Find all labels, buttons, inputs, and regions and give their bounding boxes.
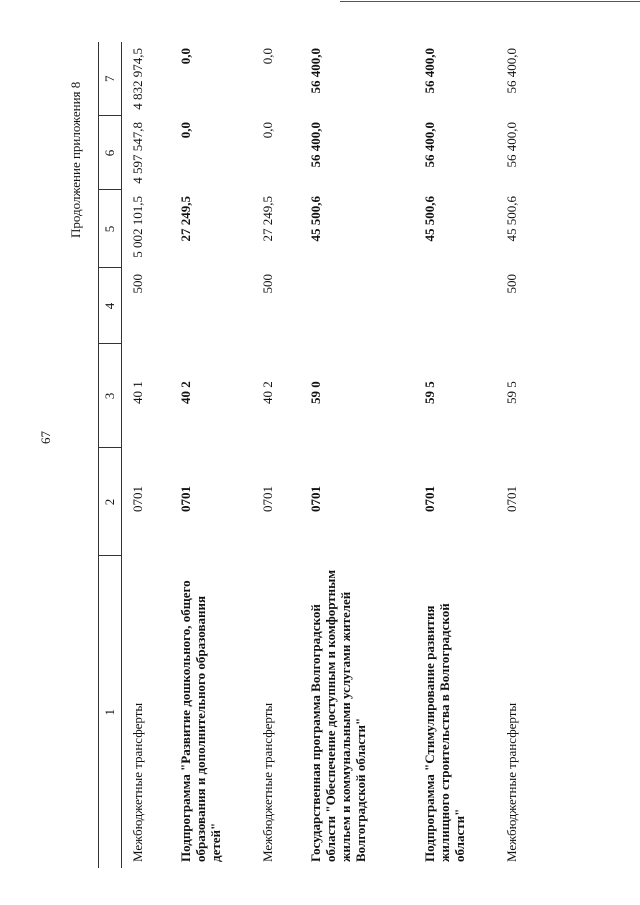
target-code: 59 5 <box>504 381 519 404</box>
expense-type: 500 <box>130 274 145 294</box>
expense-type <box>170 268 252 344</box>
target-code: 59 0 <box>308 381 323 404</box>
amount-col6: 56 400,0 <box>504 122 519 168</box>
amount-col5: 45 500,6 <box>308 196 323 242</box>
table-row <box>252 42 300 868</box>
header-row <box>99 42 122 868</box>
section-code: 0701 <box>504 486 519 512</box>
table-row <box>122 42 171 868</box>
column-header-6: 6 <box>99 116 122 190</box>
amount-col5: 45 500,6 <box>504 196 519 242</box>
amount-col7: 56 400,0 <box>504 48 519 94</box>
section-code: 0701 <box>178 486 193 512</box>
column-header-2: 2 <box>99 448 122 556</box>
appendix-caption: Продолжение приложения 8 <box>68 81 83 238</box>
table-row <box>300 42 414 868</box>
row-label: Подпрограмма "Стимулирование развития жилищного строительства в Волгоградской области" <box>422 603 467 862</box>
table-row <box>496 42 544 868</box>
column-header-3: 3 <box>99 344 122 448</box>
target-code: 59 5 <box>422 381 437 404</box>
page-number: 67 <box>38 431 53 444</box>
amount-col5: 27 249,5 <box>260 196 275 242</box>
amount-col6: 56 400,0 <box>422 122 437 168</box>
row-label: Межбюджетные трансферты <box>504 702 519 862</box>
amount-col6: 56 400,0 <box>308 122 323 168</box>
section-code: 0701 <box>130 486 145 512</box>
amount-col7: 0,0 <box>178 48 193 65</box>
target-code: 40 2 <box>260 381 275 404</box>
row-label: Межбюджетные трансферты <box>130 702 145 862</box>
amount-col7: 0,0 <box>260 48 275 65</box>
column-header-4: 4 <box>99 268 122 344</box>
amount-col6: 0,0 <box>178 122 193 139</box>
amount-col5: 45 500,6 <box>422 196 437 242</box>
budget-table-container <box>98 42 620 868</box>
expense-type <box>414 268 496 344</box>
expense-type: 500 <box>260 274 275 294</box>
target-code: 40 1 <box>130 381 145 404</box>
target-code: 40 2 <box>178 381 193 404</box>
amount-col5: 5 002 101,5 <box>130 196 145 258</box>
section-code: 0701 <box>308 486 323 512</box>
amount-col7: 56 400,0 <box>422 48 437 94</box>
section-code: 0701 <box>422 486 437 512</box>
amount-col7: 4 832 974,5 <box>130 48 145 110</box>
row-label: Межбюджетные трансферты <box>260 702 275 862</box>
table-row <box>414 42 496 868</box>
expense-type: 500 <box>504 274 519 294</box>
budget-table <box>98 42 544 868</box>
top-rule <box>340 1 640 2</box>
column-header-5: 5 <box>99 190 122 268</box>
expense-type <box>300 268 414 344</box>
column-header-1: 1 <box>99 556 122 868</box>
row-label: Государственная программа Волгоградской области "Обеспечение доступным и комфортным жильем и коммунальными услугами жителей Волгоградской области" <box>308 569 368 862</box>
amount-col5: 27 249,5 <box>178 196 193 242</box>
table-row <box>170 42 252 868</box>
amount-col7: 56 400,0 <box>308 48 323 94</box>
amount-col6: 4 597 547,8 <box>130 122 145 184</box>
column-header-7: 7 <box>99 42 122 116</box>
section-code: 0701 <box>260 486 275 512</box>
row-label: Подпрограмма "Развитие дошкольного, общего образования и дополнительного образования детей" <box>178 580 223 862</box>
amount-col6: 0,0 <box>260 122 275 139</box>
